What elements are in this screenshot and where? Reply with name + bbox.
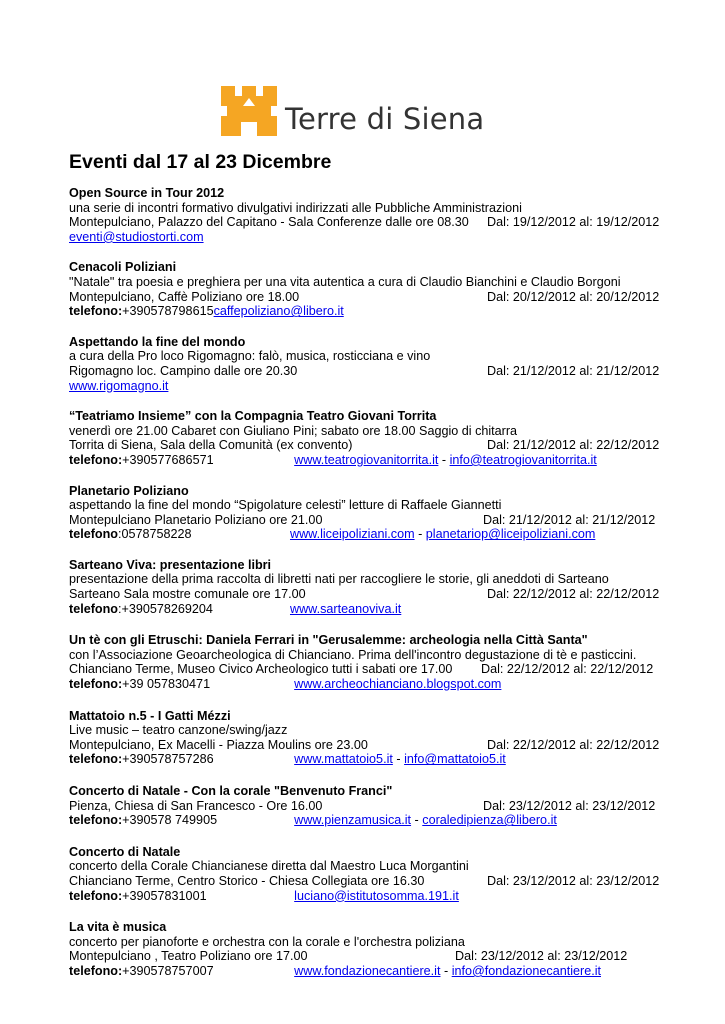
link-separator: - [414, 527, 426, 542]
event-link[interactable]: www.pienzamusica.it [294, 813, 412, 828]
event-link[interactable]: www.mattatoio5.it [294, 752, 393, 767]
event-title: Sarteano Viva: presentazione libri [69, 557, 272, 572]
event-description: presentazione della prima raccolta di libretti nati per raccogliere le storie, gli aneddoti di Sarteano [69, 572, 609, 587]
event-description: aspettando la fine del mondo “Spigolature celesti” letture di Raffaele Giannetti [69, 498, 502, 513]
event-location-row [69, 438, 669, 453]
link-separator: - [438, 452, 450, 467]
event-dates: Dal: 19/12/2012 al: 19/12/2012 [487, 215, 660, 230]
events-list [69, 186, 669, 996]
phone-label: telefono: [69, 813, 123, 828]
event-email-link[interactable]: info@teatrogiovanitorrita.it [449, 452, 597, 467]
link-separator: - [411, 813, 423, 828]
event-location: Rigomagno loc. Campino dalle ore 20.30 [69, 363, 298, 378]
event-title: La vita è musica [69, 920, 167, 935]
castle-logo-icon [221, 86, 277, 136]
event-description: con l’Associazione Geoarcheologica di Chianciano. Prima dell'incontro degustazione di tè e pasticcini. [69, 647, 637, 662]
event-contact [69, 453, 669, 468]
event-location: Chianciano Terme, Museo Civico Archeologico tutti i sabati ore 17.00 [69, 662, 453, 677]
event-contact [69, 889, 669, 904]
event-dates: Dal: 21/12/2012 al: 21/12/2012 [483, 512, 656, 527]
event-description: "Natale" tra poesia e preghiera per una vita autentica a cura di Claudio Bianchini e Claudio Borgoni [69, 274, 621, 289]
event-email-link[interactable]: info@fondazionecantiere.it [451, 963, 601, 978]
phone-number: :+390578269204 [117, 601, 213, 616]
event-location: Sarteano Sala mostre comunale ore 17.00 [69, 587, 306, 602]
phone-number: +39 057830471 [122, 677, 211, 692]
phone-label: telefono [69, 601, 118, 616]
phone-number: +390578798615 [122, 304, 214, 319]
phone-label: telefono: [69, 677, 123, 692]
event-location: Montepulciano, Caffè Poliziano ore 18.00 [69, 289, 300, 304]
event-title: “Teatriamo Insieme” con la Compagnia Teatro Giovani Torrita [69, 409, 437, 424]
event-dates: Dal: 22/12/2012 al: 22/12/2012 [487, 737, 660, 752]
event-title: Un tè con gli Etruschi: Daniela Ferrari in "Gerusalemme: archeologia nella Città Santa" [69, 633, 588, 648]
phone-label: telefono: [69, 452, 123, 467]
event-contact [69, 752, 669, 767]
event-dates: Dal: 22/12/2012 al: 22/12/2012 [481, 662, 654, 677]
event-link[interactable]: caffepoliziano@libero.it [213, 304, 344, 319]
event-location-row [69, 513, 669, 528]
event-item [69, 633, 669, 691]
phone-label: telefono: [69, 752, 123, 767]
event-item [69, 335, 669, 393]
event-title: Cenacoli Poliziani [69, 260, 177, 275]
link-separator: - [392, 752, 405, 767]
event-email-link[interactable]: info@mattatoio5.it [404, 752, 506, 767]
event-location-row [69, 874, 669, 889]
terre-di-siena-logo [221, 86, 501, 136]
event-item [69, 558, 669, 616]
event-item [69, 484, 669, 542]
event-dates: Dal: 23/12/2012 al: 23/12/2012 [483, 798, 656, 813]
event-title: Planetario Poliziano [69, 483, 189, 498]
event-contact [69, 379, 669, 394]
event-link[interactable]: www.liceipoliziani.com [289, 527, 415, 542]
event-link[interactable]: eventi@studiostorti.com [69, 229, 204, 244]
phone-number: +390578757286 [122, 752, 214, 767]
event-item [69, 709, 669, 767]
event-location-row [69, 662, 669, 677]
event-location-row [69, 290, 669, 305]
event-item [69, 260, 669, 318]
phone-number: :0578758228 [117, 527, 192, 542]
phone-label: telefono [69, 527, 118, 542]
event-contact [69, 964, 669, 979]
phone-label: telefono: [69, 888, 123, 903]
event-title: Open Source in Tour 2012 [69, 186, 225, 200]
event-contact [69, 304, 669, 319]
event-description: concerto della Corale Chiancianese diretta dal Maestro Luca Morgantini [69, 859, 469, 874]
event-location-row [69, 587, 669, 602]
event-location-row [69, 799, 669, 814]
event-location: Chianciano Terme, Centro Storico - Chiesa Collegiata ore 16.30 [69, 873, 425, 888]
event-dates: Dal: 21/12/2012 al: 22/12/2012 [487, 438, 660, 453]
event-link[interactable]: www.archeochianciano.blogspot.com [294, 677, 502, 692]
event-title: Mattatoio n.5 - I Gatti Mézzi [69, 708, 231, 723]
event-description: concerto per pianoforte e orchestra con la corale e l'orchestra poliziana [69, 934, 465, 949]
event-link[interactable]: luciano@istitutosomma.191.it [294, 888, 459, 903]
event-title: Concerto di Natale - Con la corale "Benvenuto Franci" [69, 784, 393, 798]
phone-number: +39057831001 [122, 888, 207, 903]
event-item [69, 409, 669, 467]
event-contact [69, 602, 669, 617]
event-location: Pienza, Chiesa di San Francesco - Ore 16.00 [69, 798, 323, 813]
event-location-row [69, 215, 669, 230]
event-description: a cura della Pro loco Rigomagno: falò, musica, rosticciana e vino [69, 349, 431, 364]
event-link[interactable]: www.rigomagno.it [69, 378, 169, 393]
event-location: Montepulciano Planetario Poliziano ore 21.00 [69, 512, 323, 527]
phone-number: +390577686571 [122, 452, 214, 467]
event-dates: Dal: 23/12/2012 al: 23/12/2012 [487, 873, 660, 888]
event-item [69, 920, 669, 978]
event-contact [69, 813, 669, 828]
event-dates: Dal: 21/12/2012 al: 21/12/2012 [487, 363, 660, 378]
event-link[interactable]: www.sarteanoviva.it [289, 601, 402, 616]
event-dates: Dal: 22/12/2012 al: 22/12/2012 [487, 587, 660, 602]
event-location: Montepulciano, Palazzo del Capitano - Sala Conferenze dalle ore 08.30 [69, 215, 469, 230]
event-description: Live music – teatro canzone/swing/jazz [69, 723, 288, 738]
event-email-link[interactable]: coraledipienza@libero.it [422, 813, 557, 828]
phone-label: telefono: [69, 304, 123, 319]
logo-text: Terre di Siena [285, 102, 485, 136]
event-location: Montepulciano, Ex Macelli - Piazza Moulins ore 23.00 [69, 737, 368, 752]
event-title: Concerto di Natale [69, 844, 181, 859]
event-description: venerdì ore 21.00 Cabaret con Giuliano Pini; sabato ore 18.00 Saggio di chitarra [69, 423, 518, 438]
event-email-link[interactable]: planetariop@liceipoliziani.com [425, 527, 596, 542]
event-item [69, 784, 669, 828]
event-dates: Dal: 20/12/2012 al: 20/12/2012 [487, 289, 660, 304]
event-location-row [69, 364, 669, 379]
event-location: Torrita di Siena, Sala della Comunità (ex convento) [69, 438, 353, 453]
event-item [69, 186, 669, 244]
phone-number: +390578 749905 [122, 813, 218, 828]
event-contact [69, 230, 669, 245]
link-separator: - [440, 963, 452, 978]
event-contact [69, 677, 669, 692]
event-location-row [69, 949, 669, 964]
event-title: Aspettando la fine del mondo [69, 334, 246, 349]
event-link[interactable]: www.teatrogiovanitorrita.it [294, 452, 439, 467]
page-heading: Eventi dal 17 al 23 Dicembre [69, 151, 332, 173]
event-location-row [69, 738, 669, 753]
event-item [69, 845, 669, 903]
event-location: Montepulciano , Teatro Poliziano ore 17.00 [69, 949, 308, 964]
phone-number: +390578757007 [122, 963, 214, 978]
event-description: una serie di incontri formativo divulgativi indirizzati alle Pubbliche Amministrazioni [69, 200, 522, 215]
event-link[interactable]: www.fondazionecantiere.it [294, 963, 441, 978]
event-dates: Dal: 23/12/2012 al: 23/12/2012 [455, 949, 628, 964]
phone-label: telefono: [69, 963, 123, 978]
event-contact [69, 527, 669, 542]
